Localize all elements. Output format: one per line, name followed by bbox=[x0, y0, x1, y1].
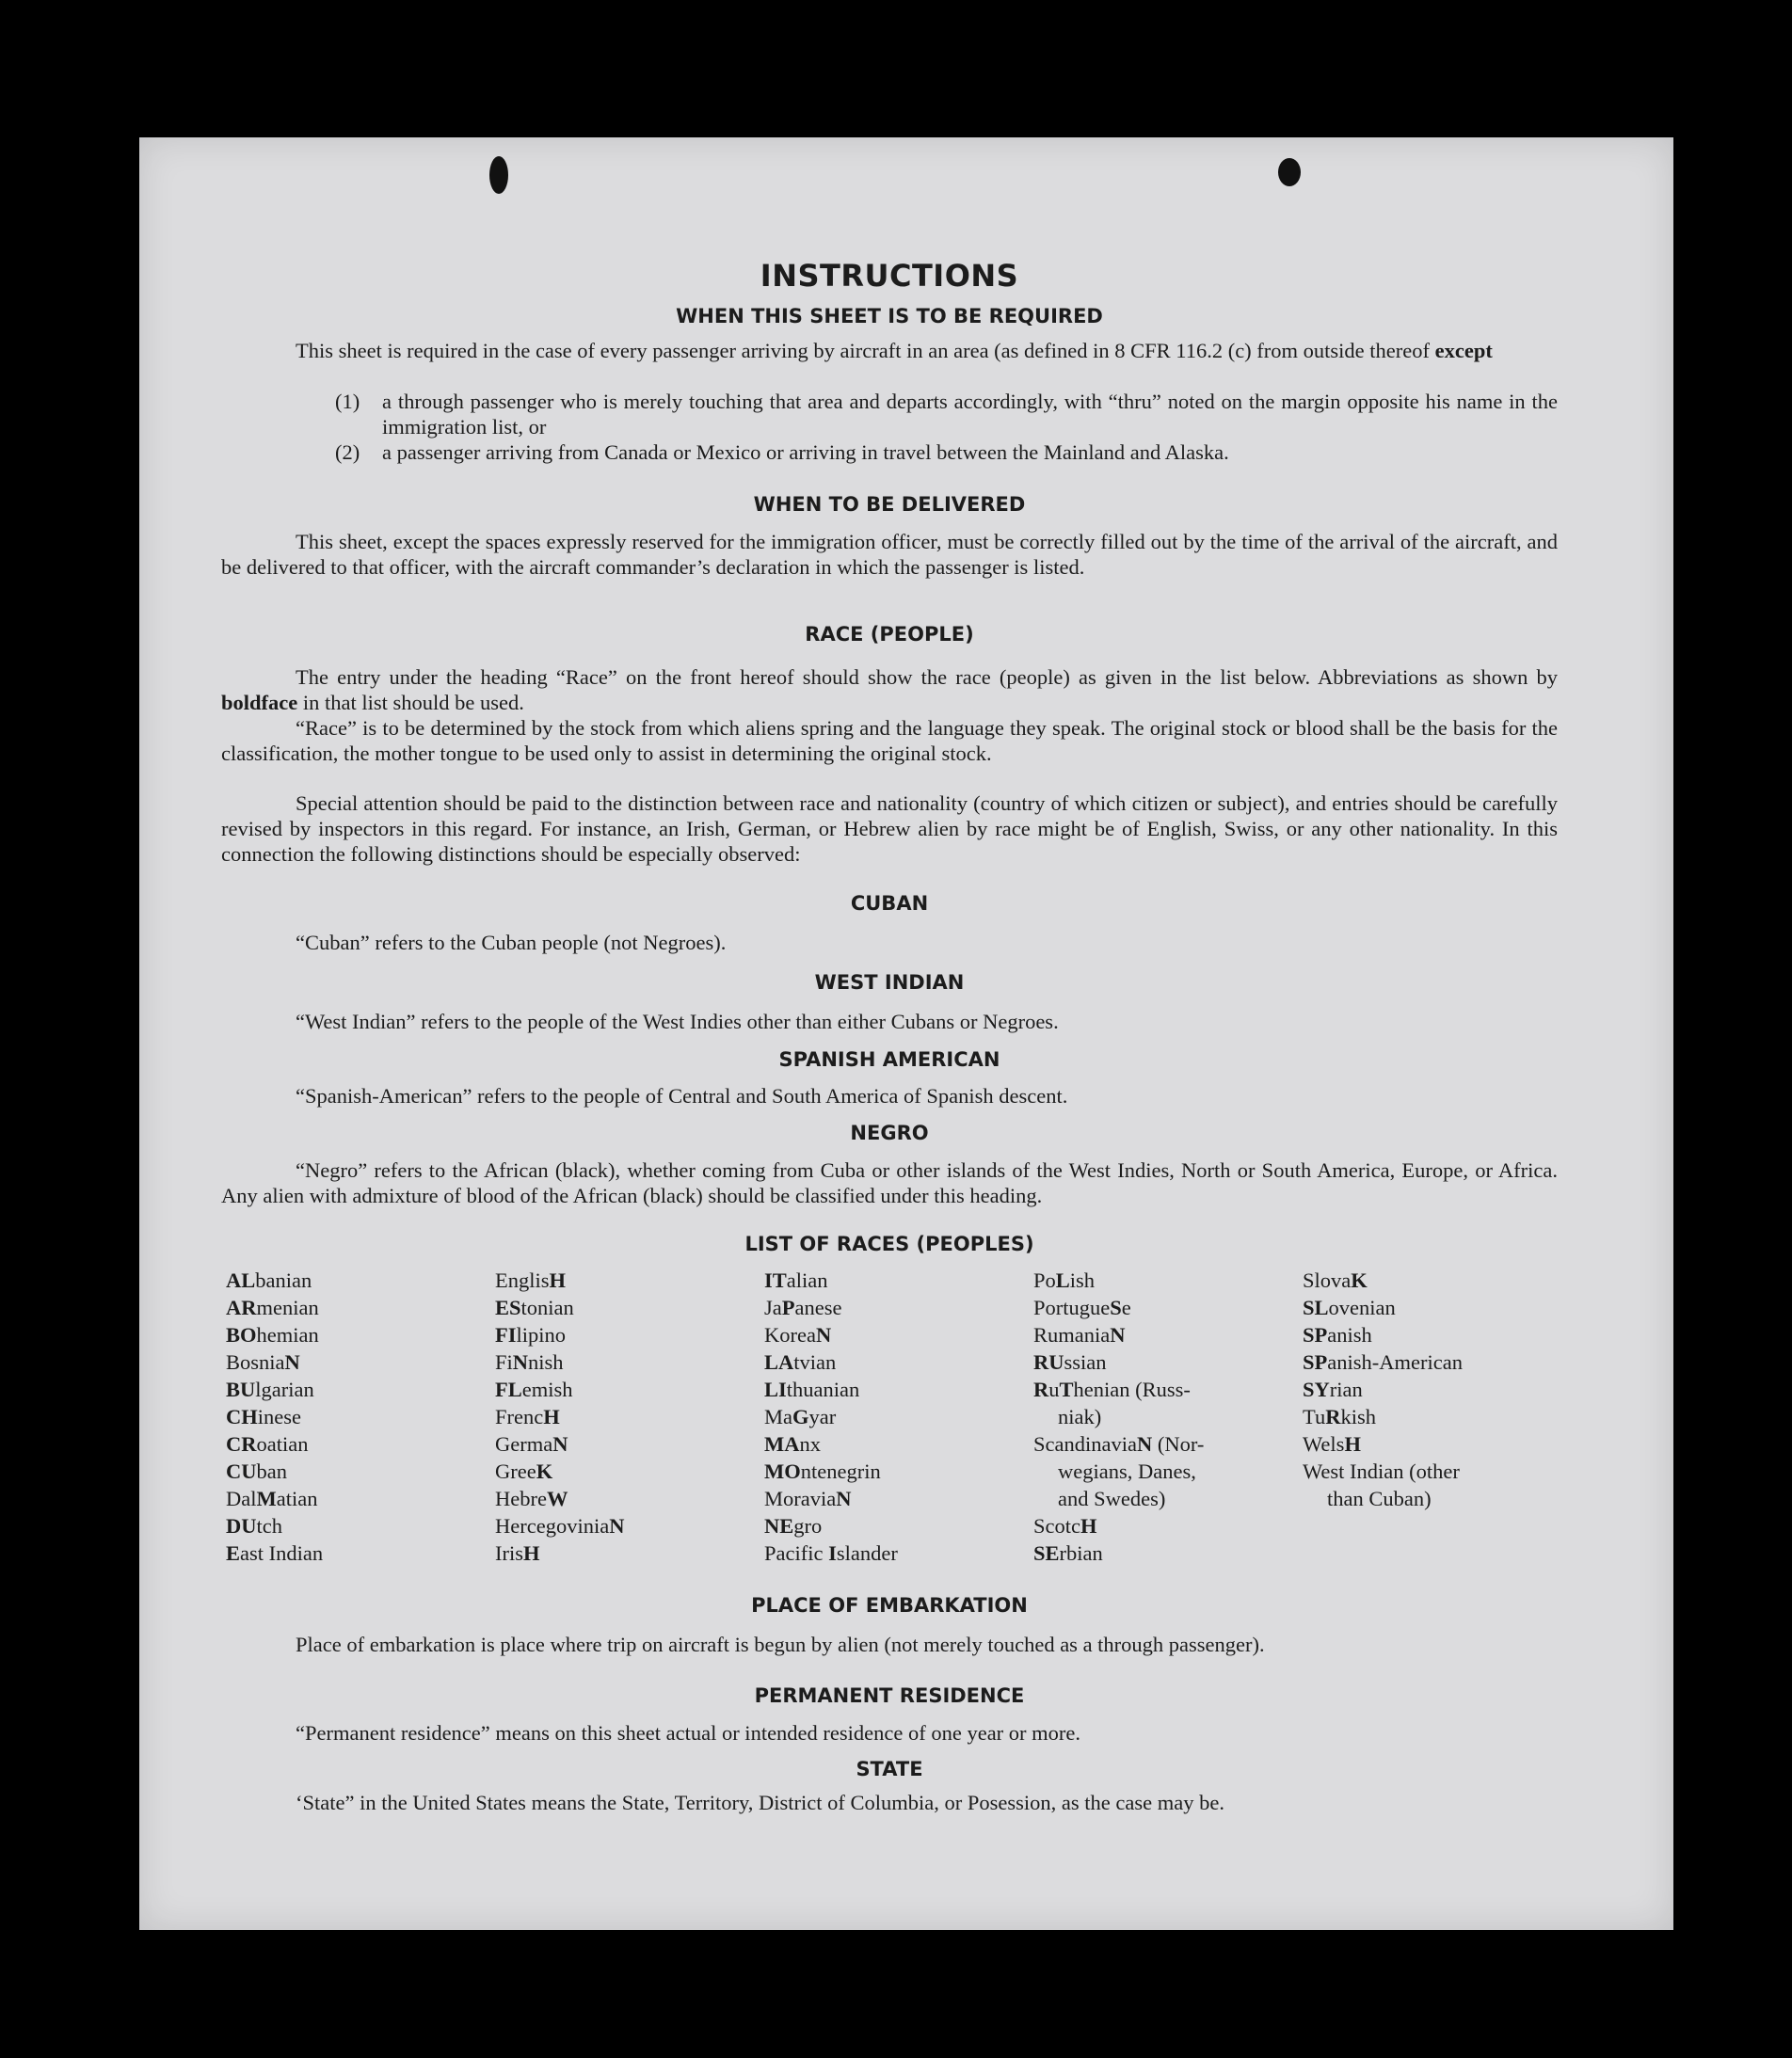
race-entry: FIlipino bbox=[495, 1323, 567, 1347]
race-entry: FiNnish bbox=[495, 1350, 564, 1374]
race-entry: SlovaK bbox=[1303, 1268, 1368, 1292]
race-entry: MoraviaN bbox=[764, 1487, 852, 1510]
race-entry: DUtch bbox=[226, 1514, 282, 1538]
race-entry: ScandinaviaN (Nor- bbox=[1033, 1432, 1205, 1456]
race-entry: wegians, Danes, bbox=[1058, 1460, 1196, 1483]
race-entry: West Indian (other bbox=[1303, 1460, 1460, 1483]
race-entry: SErbian bbox=[1033, 1541, 1103, 1565]
embarkation-text: Place of embarkation is place where trip on aircraft is begun by alien (not merely touched as a through passenger). bbox=[296, 1633, 1265, 1656]
heading-required: WHEN THIS SHEET IS TO BE REQUIRED bbox=[676, 305, 1103, 327]
race-entry: LIthuanian bbox=[764, 1378, 860, 1401]
race-entry: IrisH bbox=[495, 1541, 540, 1565]
race-entry: RuThenian (Russ- bbox=[1033, 1378, 1191, 1401]
cuban-text: “Cuban” refers to the Cuban people (not Negroes). bbox=[296, 931, 727, 954]
negro-text: “Negro” refers to the African (black), whether coming from Cuba or other islands of the West Indies, North or South America, Europe, or Africa. Any alien with admixture of blood of the African (black) should be classified under this heading. bbox=[221, 1158, 1558, 1207]
race-column-1 bbox=[226, 1267, 323, 1567]
race-entry: CUban bbox=[226, 1460, 287, 1483]
race-entry: SPanish bbox=[1303, 1323, 1372, 1347]
required-item-1: (1) a through passenger who is merely touching that area and departs accordingly, with “thru” noted on the margin opposite his name in the immigration list, or bbox=[335, 390, 1558, 439]
race-entry: BosniaN bbox=[226, 1350, 300, 1374]
race-entry: Pacific Islander bbox=[764, 1541, 898, 1565]
heading-spanish-american: SPANISH AMERICAN bbox=[778, 1048, 1000, 1071]
spanish-american-text: “Spanish-American” refers to the people of Central and South America of Spanish descent. bbox=[296, 1084, 1068, 1108]
page-title: INSTRUCTIONS bbox=[760, 258, 1019, 294]
race-entry: LAtvian bbox=[764, 1350, 837, 1374]
race-entry: RUssian bbox=[1033, 1350, 1107, 1374]
race-para-3: Special attention should be paid to the distinction between race and nationality (country of which citizen or subject), and entries should be carefully revised by inspectors in this regard. For instance, an Irish, German, or Hebrew alien by race might be of English, Swiss, or any other nationality. In this connection the following distinctions should be especially observed: bbox=[221, 791, 1558, 866]
race-entry: than Cuban) bbox=[1327, 1487, 1432, 1510]
race-entry: CRoatian bbox=[226, 1432, 309, 1456]
race-entry: niak) bbox=[1058, 1405, 1102, 1428]
race-entry: MaGyar bbox=[764, 1405, 837, 1428]
race-entry: SPanish-American bbox=[1303, 1350, 1463, 1374]
document-sheet bbox=[139, 137, 1673, 1930]
race-entry: TuRkish bbox=[1303, 1405, 1376, 1428]
heading-state: STATE bbox=[856, 1758, 923, 1780]
heading-delivered: WHEN TO BE DELIVERED bbox=[753, 493, 1026, 516]
west-indian-text: “West Indian” refers to the people of the West Indies other than either Cubans or Negroes. bbox=[296, 1010, 1059, 1033]
race-entry: PoLish bbox=[1033, 1268, 1096, 1292]
ink-blot bbox=[1278, 158, 1301, 186]
race-entry: ARmenian bbox=[226, 1296, 319, 1319]
heading-embarkation: PLACE OF EMBARKATION bbox=[751, 1594, 1028, 1617]
race-para-2: “Race” is to be determined by the stock from which aliens spring and the language they speak. The original stock or blood shall be the basis for the classification, the mother tongue to be used only to assist in determining the original stock. bbox=[221, 716, 1558, 765]
ink-blot bbox=[489, 156, 508, 194]
race-entry: WelsH bbox=[1303, 1432, 1361, 1456]
race-entry: KoreaN bbox=[764, 1323, 832, 1347]
race-entry: HercegoviniaN bbox=[495, 1514, 625, 1538]
required-intro: This sheet is required in the case of every passenger arriving by aircraft in an area (as defined in 8 CFR 116.2 (c) from outside thereof except bbox=[296, 339, 1493, 362]
heading-race: RACE (PEOPLE) bbox=[805, 623, 974, 646]
race-entry: SYrian bbox=[1303, 1378, 1363, 1401]
heading-residence: PERMANENT RESIDENCE bbox=[754, 1684, 1025, 1707]
race-entry: MAnx bbox=[764, 1432, 821, 1456]
race-entry: JaPanese bbox=[764, 1296, 842, 1319]
race-column-3 bbox=[764, 1267, 898, 1567]
race-entry: ALbanian bbox=[226, 1268, 312, 1292]
race-entry: EnglisH bbox=[495, 1268, 567, 1292]
race-entry: EStonian bbox=[495, 1296, 574, 1319]
race-column-4 bbox=[1033, 1267, 1204, 1567]
race-entry: DalMatian bbox=[226, 1487, 318, 1510]
state-text: ‘State” in the United States means the State, Territory, District of Columbia, or Posession, as the case may be. bbox=[296, 1791, 1224, 1814]
heading-list-of-races: LIST OF RACES (PEOPLES) bbox=[744, 1233, 1034, 1255]
required-item-2: (2) a passenger arriving from Canada or Mexico or arriving in travel between the Mainland and Alaska. bbox=[335, 440, 1229, 464]
race-entry: and Swedes) bbox=[1058, 1487, 1166, 1510]
race-entry: BOhemian bbox=[226, 1323, 319, 1347]
race-entry: ScotcH bbox=[1033, 1514, 1097, 1538]
race-para-1: The entry under the heading “Race” on the front hereof should show the race (people) as given in the list below. Abbreviations as shown by boldface in that list should be used. bbox=[221, 665, 1558, 714]
race-entry: East Indian bbox=[226, 1541, 324, 1565]
race-entry: MOntenegrin bbox=[764, 1460, 881, 1483]
race-entry: SLovenian bbox=[1303, 1296, 1396, 1319]
race-column-5 bbox=[1303, 1267, 1463, 1512]
heading-negro: NEGRO bbox=[850, 1122, 929, 1144]
race-entry: CHinese bbox=[226, 1405, 301, 1428]
race-entry: RumaniaN bbox=[1033, 1323, 1126, 1347]
race-entry: FLemish bbox=[495, 1378, 573, 1401]
race-entry: PortugueSe bbox=[1033, 1296, 1131, 1319]
race-entry: ITalian bbox=[764, 1268, 828, 1292]
race-entry: BUlgarian bbox=[226, 1378, 314, 1401]
race-entry: FrencH bbox=[495, 1405, 560, 1428]
residence-text: “Permanent residence” means on this sheet actual or intended residence of one year or more. bbox=[296, 1721, 1081, 1745]
heading-west-indian: WEST INDIAN bbox=[814, 971, 965, 994]
race-entry: GermaN bbox=[495, 1432, 568, 1456]
heading-cuban: CUBAN bbox=[850, 892, 929, 915]
race-column-2 bbox=[495, 1267, 624, 1567]
delivered-text: This sheet, except the spaces expressly reserved for the immigration officer, must be correctly filled out by the time of the arrival of the aircraft, and be delivered to that officer, with the aircraft commander’s declaration in which the passenger is listed. bbox=[221, 530, 1558, 579]
race-entry: HebreW bbox=[495, 1487, 568, 1510]
race-entry: GreeK bbox=[495, 1460, 553, 1483]
race-entry: NEgro bbox=[764, 1514, 823, 1538]
